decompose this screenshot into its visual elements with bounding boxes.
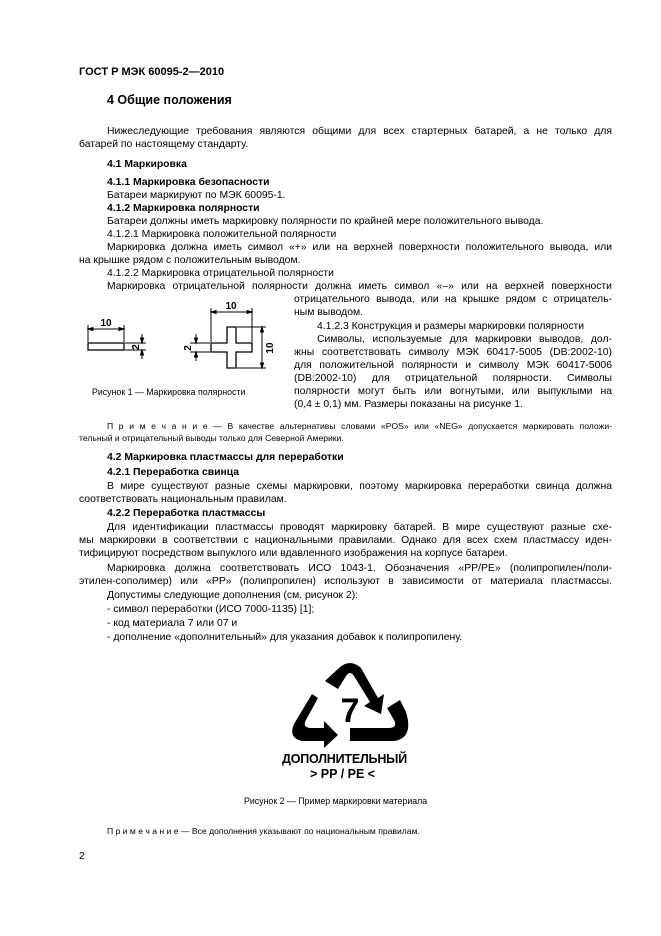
standard-header: ГОСТ Р МЭК 60095-2—2010 xyxy=(79,66,225,78)
minus-height-label: 2 xyxy=(131,344,142,350)
minus-symbol-drawing xyxy=(88,325,146,359)
list-item: - код материала 7 или 07 и xyxy=(107,618,238,629)
list-item: - символ переработки (ИСО 7000-1135) [1]; xyxy=(107,604,315,615)
section-4-2-title: 4.2 Маркировка пластмассы для переработки xyxy=(107,452,344,463)
section-4-2-2-line-6: Допустимы следующие дополнения (см. рисунок 2): xyxy=(107,590,359,601)
plus-symbol-drawing xyxy=(190,308,266,368)
plus-height-label: 10 xyxy=(265,342,276,354)
section-4-1-2-text: Батареи должны иметь маркировку полярности по крайней мере положительного вывода. xyxy=(107,216,544,227)
section-4-1-2-3-line-5: полярности могут быть или вогнутыми, или выпуклыми на xyxy=(294,386,612,397)
minus-width-label: 10 xyxy=(100,318,112,329)
material-code: 7 xyxy=(340,692,360,730)
section-4-1-1-title: 4.1.1 Маркировка безопасности xyxy=(107,177,270,188)
note-1-line-1: П р и м е ч а н и е — В качестве альтернативы словами «POS» или «NEG» допускается маркировать положи- xyxy=(107,421,612,431)
section-4-1-2-3-title: 4.1.2.3 Конструкция и размеры маркировки полярности xyxy=(317,321,585,332)
plus-width-label: 10 xyxy=(225,301,237,312)
section-4-2-2-line-3: тифицируют посредством выпуклого или вдавленного изображения на корпусе батареи. xyxy=(79,548,508,559)
figure-2-caption: Рисунок 2 — Пример маркировки материала xyxy=(244,796,428,806)
intro-line-2: батарей по настоящему стандарту. xyxy=(79,139,249,150)
section-4-1-2-3-line-3: для положительной полярности и символу МЭК 60417-5006 xyxy=(294,360,612,371)
section-4-1-2-3-line-6: (0,4 ± 0,1) мм. Размеры показаны на рисунке 1. xyxy=(294,399,523,410)
figure-1-polarity-drawing xyxy=(60,296,292,382)
section-4-1-2-2-line-2: отрицательного вывода, или на крышке рядом с отрицатель- xyxy=(294,294,612,305)
section-4-1-2-3-line-4: (DB:2002-10) для отрицательной полярности. Символы xyxy=(294,373,612,384)
figure-2-material: > PP / PE < xyxy=(310,767,376,781)
section-4-2-2-line-1: Для идентификации пластмассы проводят маркировку батарей. В мире существуют разные схе- xyxy=(107,522,612,533)
intro-line-1: Нижеследующие требования являются общими для всех стартерных батарей, а не только для xyxy=(107,126,612,137)
section-4-1-2-1-line-2: на крышке рядом с положительным выводом. xyxy=(79,255,301,266)
section-4-1-2-1-line-1: Маркировка должна иметь символ «+» или на верхней поверхности положительного вывода, или xyxy=(107,242,612,253)
note-1-line-2: тельный и отрицательный выводы только для Северной Америки. xyxy=(79,433,344,443)
recycling-triangle-icon xyxy=(290,660,410,750)
section-4-1-2-3-line-2: жны соответствовать символу МЭК 60417-5005 (DB:2002-10) xyxy=(294,347,612,358)
section-4-2-1-line-2: соответствовать национальным правилам. xyxy=(79,494,287,505)
section-4-2-1-title: 4.2.1 Переработка свинца xyxy=(107,467,240,478)
section-4-2-1-line-1: В мире существуют разные схемы маркировки, поэтому маркировка переработки свинца должна xyxy=(107,481,612,492)
page-number: 2 xyxy=(79,851,85,862)
section-4-2-2-line-2: мы маркировки в соответствии с национальными правилами. Однако для всех схем пластмассу иден- xyxy=(79,535,612,546)
note-2: П р и м е ч а н и е — Все дополнения указывают по национальным правилам. xyxy=(107,826,420,836)
section-4-2-2-line-5: этилен-сополимер) или «PP» (полипропилен) используют в зависимости от материала пластмассы. xyxy=(79,576,612,587)
plus-bar-label: 2 xyxy=(183,345,194,351)
section-4-1-2-2-title: 4.1.2.2 Маркировка отрицательной полярности xyxy=(107,268,334,279)
figure-1-caption: Рисунок 1 — Маркировка полярности xyxy=(92,387,246,397)
section-4-1-title: 4.1 Маркировка xyxy=(107,159,187,170)
section-4-1-2-3-line-1: Символы, используемые для маркировки выводов, дол- xyxy=(317,334,612,345)
section-4-1-2-2-line-3: ным выводом. xyxy=(294,307,364,318)
section-4-1-2-title: 4.1.2 Маркировка полярности xyxy=(107,203,260,214)
section-4-1-1-text: Батареи маркируют по МЭК 60095-1. xyxy=(107,190,286,201)
section-4-2-2-title: 4.2.2 Переработка пластмассы xyxy=(107,508,266,519)
section-4-title: 4 Общие положения xyxy=(107,93,232,107)
section-4-2-2-line-4: Маркировка должна соответствовать ИСО 1043-1. Обозначения «PP/PE» (полипропилен/поли- xyxy=(107,563,612,574)
figure-2-word: ДОПОЛНИТЕЛЬНЫЙ xyxy=(282,752,407,766)
list-item: - дополнение «дополнительный» для указания добавок к полипропилену. xyxy=(107,632,463,643)
section-4-1-2-1-title: 4.1.2.1 Маркировка положительной полярности xyxy=(107,229,337,240)
section-4-1-2-2-line-1: Маркировка отрицательной полярности должна иметь символ «–» или на верхней поверхности xyxy=(107,281,612,292)
